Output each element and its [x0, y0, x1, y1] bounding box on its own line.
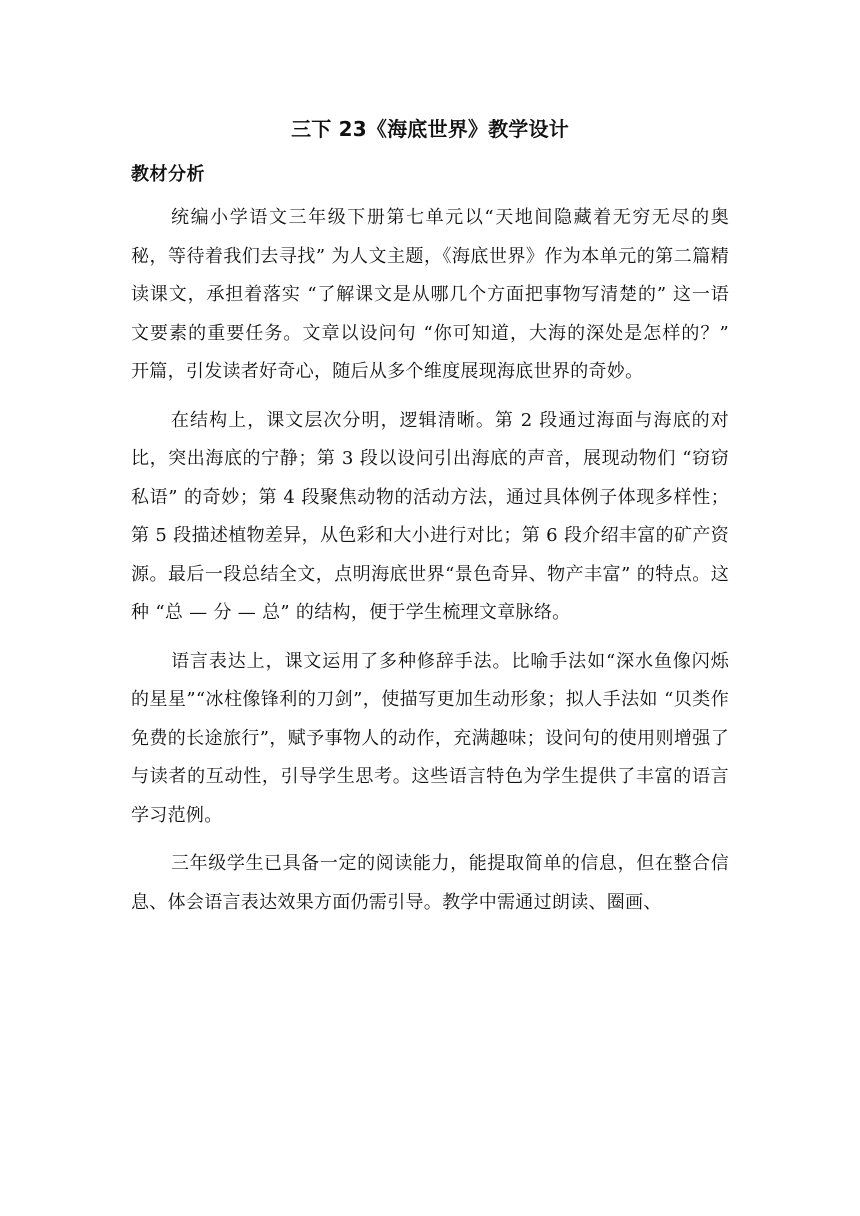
section-heading-textbook-analysis: 教材分析 — [131, 164, 205, 185]
paragraph-language: 语言表达上，课文运用了多种修辞手法。比喻手法如“深水鱼像闪烁的星星”“冰柱像锋利的刀剑”，使描写更加生动形象；拟人手法如 “贝类作免费的长途旅行”，赋予事物人的动作，充满趣味；设问句的使用则增强了与读者的互动性，引导学生思考。这些语言特色为学生提供了丰富的语言学习范例。 — [131, 650, 729, 826]
document-title: 三下 23《海底世界》教学设计 — [291, 117, 569, 141]
document-body — [131, 113, 729, 932]
paragraph-theme-intro: 统编小学语文三年级下册第七单元以“天地间隐藏着无穷无尽的奥秘，等待着我们去寻找” 为人文主题，《海底世界》作为本单元的第二篇精读课文，承担着落实 “了解课文是从哪几个方面把事物写清楚的” 这一语文要素的重要任务。文章以设问句 “你可知道，大海的深处是怎样的？” 开篇，引发读者好奇心，随后从多个维度展现海底世界的奇妙。 — [131, 207, 729, 382]
paragraph-structure: 在结构上，课文层次分明，逻辑清晰。第 2 段通过海面与海底的对比，突出海底的宁静；第 3 段以设问引出海底的声音，展现动物们 “窃窃私语” 的奇妙；第 4 段聚焦动物的活动方法，通过具体例子体现多样性；第 5 段描述植物差异，从色彩和大小进行对比；第 6 段介绍丰富的矿产资源。最后一段总结全文，点明海底世界“景色奇异、物产丰富” 的特点。这种 “总 — 分 — 总” 的结构，便于学生梳理文章脉络。 — [131, 409, 729, 623]
paragraph-student-analysis: 三年级学生已具备一定的阅读能力，能提取简单的信息，但在整合信息、体会语言表达效果方面仍需引导。教学中需通过朗读、圈画、 — [131, 853, 729, 913]
